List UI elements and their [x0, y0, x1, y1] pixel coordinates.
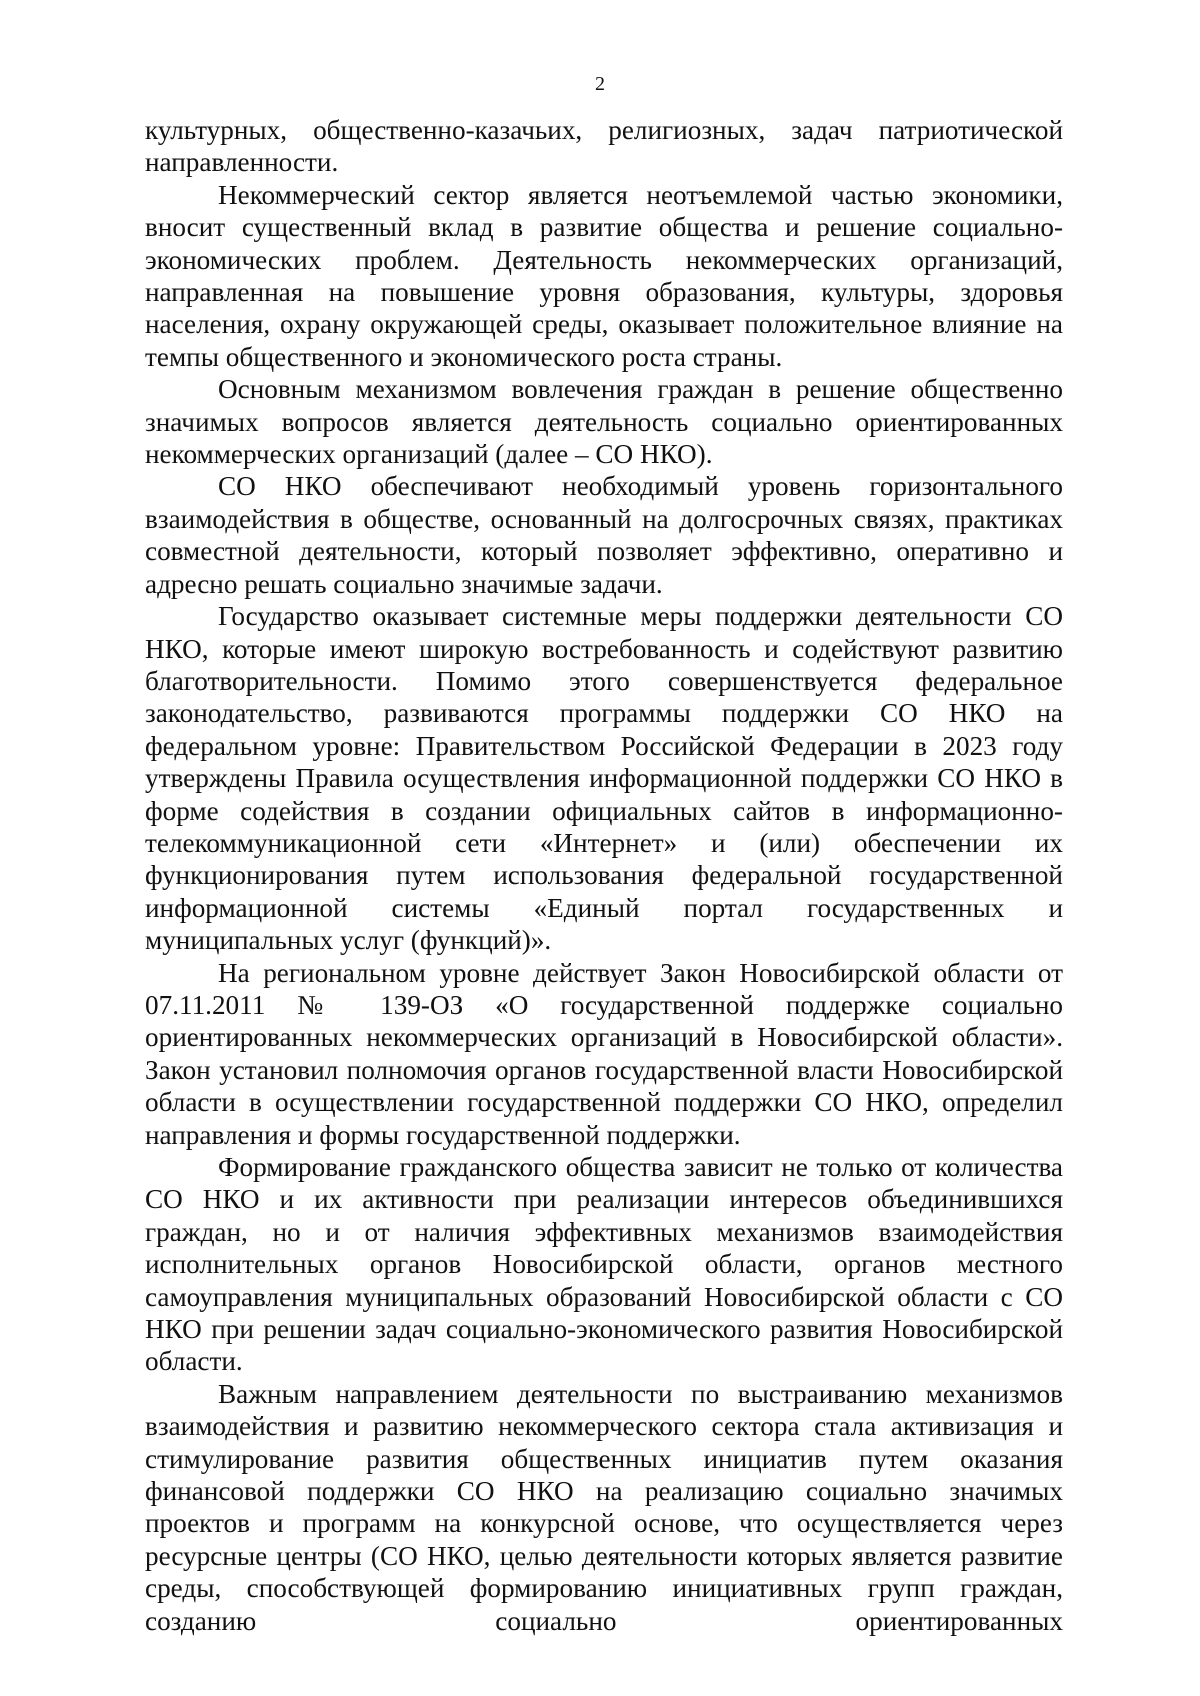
paragraph-resource-centers: Важным направлением деятельности по выстраиванию механизмов взаимодействия и развитию некоммерческого сектора стала активизация и стимулирование развития общественных инициатив путем оказания финансовой поддержки СО НКО на реализацию социально значимых проектов и программ на конкурсной основе, что осуществляется через ресурсные центры (СО НКО, целью деятельности которых является развитие среды, способствующей формированию инициативных групп граждан, созданию социально ориентированных: [145, 1378, 1063, 1636]
paragraph-state-support: Государство оказывает системные меры поддержки деятельности СО НКО, которые имеют широкую востребованность и содействуют развитию благотворительности. Помимо этого совершенствуется федеральное законодательство, развиваются программы поддержки СО НКО на федеральном уровне: Правительством Российской Федерации в 2023 году утверждены Правила осуществления информационной поддержки СО НКО в форме содействия в создании официальных сайтов в информационно-телекоммуникационной сети «Интернет» и (или) обеспечении их функционирования путем использования федеральной государственной информационной системы «Единый портал государственных и муниципальных услуг (функций)».: [145, 601, 1063, 956]
document-body: [145, 114, 1063, 1637]
page-number: 2: [595, 73, 605, 95]
paragraph-so-nko-interaction: СО НКО обеспечивают необходимый уровень горизонтального взаимодействия в обществе, основанный на долгосрочных связях, практиках совместной деятельности, который позволяет эффективно, оперативно и адресно решать социально значимые задачи.: [145, 471, 1063, 599]
paragraph-regional-law: На региональном уровне действует Закон Новосибирской области от 07.11.2011 № 139-ОЗ «О государственной поддержке социально ориентированных некоммерческих организаций в Новосибирской области». Закон установил полномочия органов государственной власти Новосибирской области в осуществлении государственной поддержки СО НКО, определил направления и формы государственной поддержки.: [145, 957, 1063, 1150]
paragraph-main-mechanism: Основным механизмом вовлечения граждан в решение общественно значимых вопросов является деятельность социально ориентированных некоммерческих организаций (далее – СО НКО).: [145, 374, 1063, 470]
paragraph-civil-society: Формирование гражданского общества зависит не только от количества СО НКО и их активности при реализации интересов объединившихся граждан, но и от наличия эффективных механизмов взаимодействия исполнительных органов Новосибирской области, органов местного самоуправления муниципальных образований Новосибирской области с СО НКО при решении задач социально-экономического развития Новосибирской области.: [145, 1152, 1063, 1377]
paragraph-continuation: культурных, общественно-казачьих, религиозных, задач патриотической направленности.: [145, 115, 1063, 178]
paragraph-noncommercial-sector: Некоммерческий сектор является неотъемлемой частью экономики, вносит существенный вклад в развитие общества и решение социально-экономических проблем. Деятельность некоммерческих организаций, направленная на повышение уровня образования, культуры, здоровья населения, охрану окружающей среды, оказывает положительное влияние на темпы общественного и экономического роста страны.: [145, 179, 1063, 372]
